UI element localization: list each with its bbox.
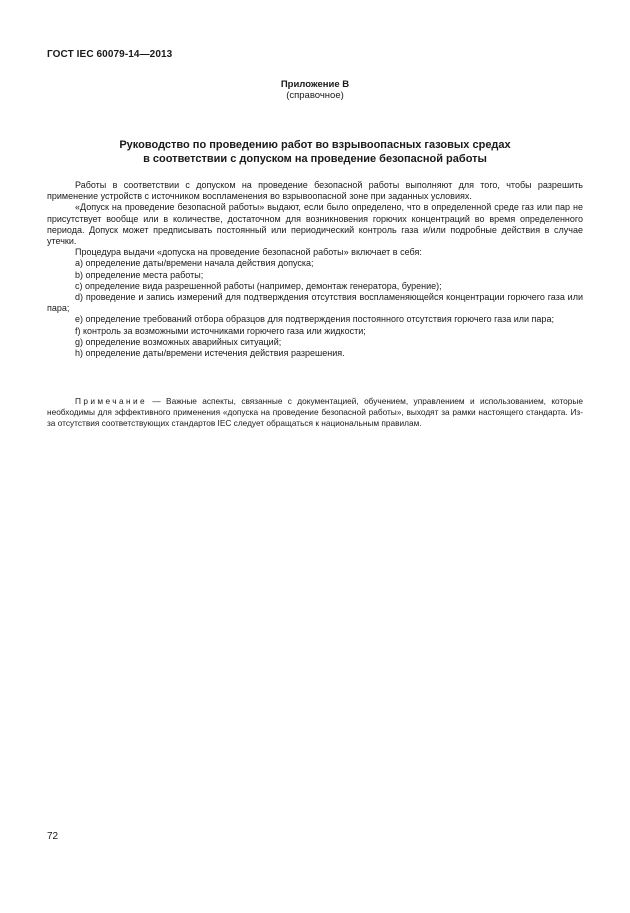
appendix-heading	[0, 79, 630, 101]
list-item: d) проведение и запись измерений для подтверждения отсутствия воспламеняющейся концентрации горючего газа или пара;	[47, 292, 583, 314]
document-header: ГОСТ IEC 60079-14—2013	[47, 49, 173, 60]
list-item: f) контроль за возможными источниками горючего газа или жидкости;	[75, 325, 366, 336]
paragraph: «Допуск на проведение безопасной работы» выдают, если было определено, что в определенной среде газ или пар не присутствует вообще или в количестве, достаточном для возникновения горючих концентраций во время определенного периода. Допуск может предписывать постоянный или периодический контроль газа и/или подробные действия в случае утечки.	[47, 202, 583, 247]
paragraph: Процедура выдачи «допуска на проведение безопасной работы» включает в себя:	[75, 247, 422, 258]
body-text	[47, 180, 583, 359]
list-item: b) определение места работы;	[75, 269, 204, 280]
note-text: — Важные аспекты, связанные с документацией, обучением, управлением и использованием, которые необходимы для эффективного применения «допуска на проведение безопасной работы», выходят за рамки настоящего стандарта. Из-за отсутствия соответствующих стандартов IEC следует обращаться к национальным правилам.	[47, 396, 583, 429]
list-item: g) определение возможных аварийных ситуаций;	[75, 336, 282, 347]
list-item: a) определение даты/времени начала действия допуска;	[75, 258, 314, 269]
section-title-line-2: в соответствии с допуском на проведение безопасной работы	[143, 153, 487, 165]
list-item: c) определение вида разрешенной работы (например, демонтаж генератора, бурение);	[75, 280, 442, 291]
list-item: h) определение даты/времени истечения действия разрешения.	[75, 348, 345, 359]
list-item: e) определение требований отбора образцов для подтверждения постоянного отсутствия горючего газа или пара;	[75, 314, 554, 325]
note	[47, 396, 583, 430]
appendix-title: Приложение В	[280, 79, 350, 90]
appendix-subtitle: (справочное)	[286, 90, 344, 101]
paragraph: Работы в соответствии с допуском на проведение безопасной работы выполняют для того, чтобы разрешить применение устройств с источником воспламенения во взрывоопасной зоне при заданных условиях.	[47, 180, 583, 202]
page-number: 72	[47, 831, 59, 842]
note-label: Примечание	[75, 396, 148, 406]
section-title	[0, 138, 630, 166]
section-title-line-1: Руководство по проведению работ во взрывоопасных газовых средах	[119, 139, 511, 151]
